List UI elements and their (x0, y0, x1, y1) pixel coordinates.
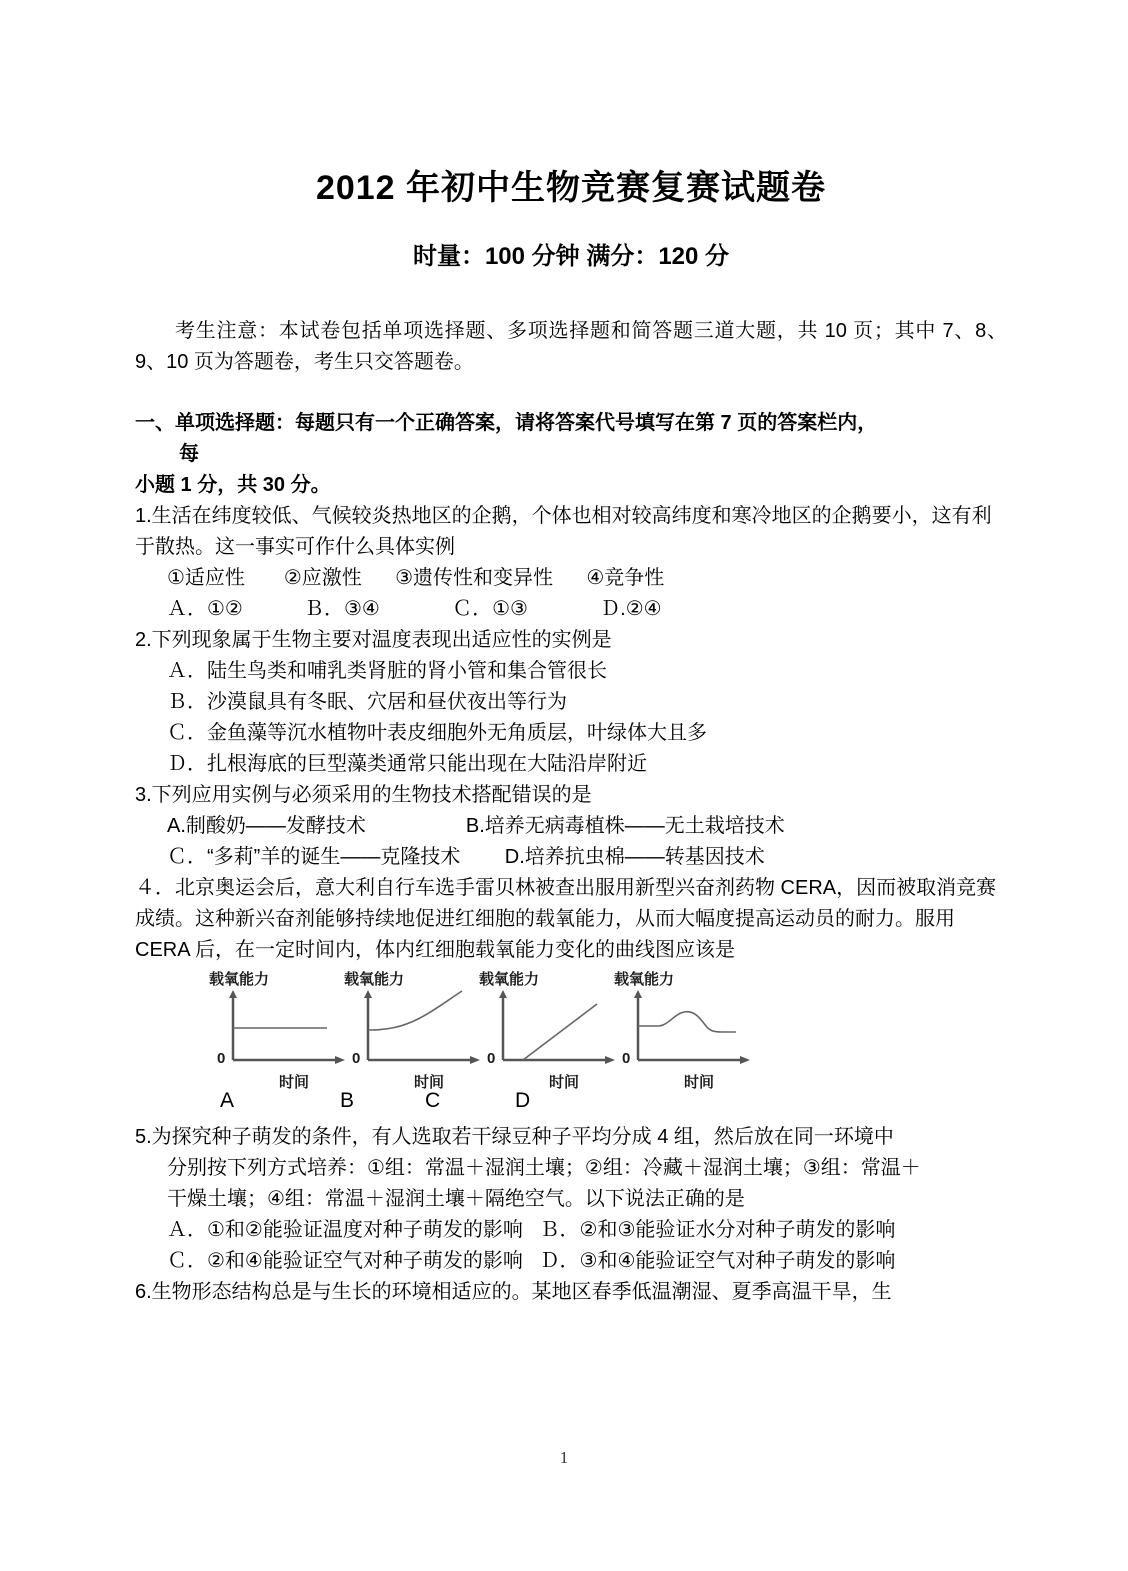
question-1-choices: Ａ．①② Ｂ．③④ Ｃ．①③ Ｄ.②④ (167, 597, 662, 620)
graph-option-c (475, 972, 625, 1090)
question-1-stem: 1.生活在纬度较低、气候较炎热地区的企鹅，个体也相对较高纬度和寒冷地区的企鹅要小，这有利于散热。这一事实可作什么具体实例 (135, 504, 992, 558)
graph-c-xlabel: 时间 (549, 1073, 580, 1091)
graph-a-xlabel: 时间 (279, 1073, 310, 1091)
graph-label-a: A (220, 1088, 235, 1112)
question-4-graph-group (135, 972, 1007, 1090)
graph-d-plot (632, 990, 752, 1068)
section-heading-line2: 每 (179, 442, 199, 465)
graph-b-xlabel: 时间 (414, 1073, 445, 1091)
section-heading (135, 378, 1007, 470)
graph-b-plot (362, 990, 482, 1068)
graph-d-ylabel: 载氧能力 (614, 970, 675, 988)
graph-a-plot (227, 990, 347, 1068)
question-3-stem: 3.下列应用实例与必须采用的生物技术搭配错误的是 (135, 783, 592, 806)
question-5-stem-line3: 干燥土壤；④组：常温＋湿润土壤＋隔绝空气。以下说法正确的是 (167, 1187, 745, 1210)
question-1-items: ①适应性 ②应激性 ③遗传性和变异性 ④竞争性 (167, 566, 665, 589)
question-2-stem: 2.下列现象属于生物主要对温度表现出适应性的实例是 (135, 628, 612, 651)
page-number: 1 (559, 1448, 569, 1467)
section-heading-line1: 一、单项选择题：每题只有一个正确答案，请将答案代号填写在第 7 页的答案栏内， (135, 411, 878, 434)
graph-c-plot (497, 990, 617, 1068)
question-2-choice-c: Ｃ．金鱼藻等沉水植物叶表皮细胞外无角质层，叶绿体大且多 (167, 721, 707, 744)
question-2-choice-d: Ｄ．扎根海底的巨型藻类通常只能出现在大陆沿岸附近 (167, 752, 647, 775)
question-2-choice-a: Ａ．陆生鸟类和哺乳类肾脏的肾小管和集合管很长 (167, 659, 607, 682)
graph-c-origin-label: 0 (487, 1049, 496, 1067)
graph-a-origin-label: 0 (217, 1049, 226, 1067)
graph-label-d: D (515, 1088, 531, 1112)
page-title: 2012 年初中生物竞赛复赛试题卷 (315, 169, 827, 207)
graph-d-origin-label: 0 (622, 1049, 631, 1067)
graph-label-c: C (425, 1088, 441, 1112)
question-2-choice-b: Ｂ．沙漠鼠具有冬眠、穴居和昼伏夜出等行为 (167, 690, 567, 713)
page-content (135, 0, 1007, 1308)
graph-option-d (610, 972, 760, 1090)
graph-label-b: B (340, 1088, 355, 1112)
exam-subtitle: 时量：100 分钟 满分：120 分 (412, 242, 730, 270)
question-5-choices-row2: Ｃ．②和④能验证空气对种子萌发的影响 Ｄ．③和④能验证空气对种子萌发的影响 (167, 1249, 896, 1272)
graph-b-ylabel: 载氧能力 (344, 970, 405, 988)
graph-option-b (340, 972, 490, 1090)
question-4-option-labels (135, 1090, 1007, 1122)
question-4-stem: ４．北京奥运会后，意大利自行车选手雷贝林被查出服用新型兴奋剂药物 CERA，因而被取消竞赛成绩。这种新兴奋剂能够持续地促进红细胞的载氧能力，从而大幅度提高运动员的耐力。服用 CERA 后，在一定时间内，体内红细胞载氧能力变化的曲线图应该是 (135, 876, 997, 961)
section-heading-line3: 小题 1 分，共 30 分。 (135, 473, 331, 496)
question-5-stem-line2: 分别按下列方式培养：①组：常温＋湿润土壤；②组：冷藏＋湿润土壤；③组：常温＋ (167, 1156, 921, 1179)
graph-a-ylabel: 载氧能力 (209, 970, 270, 988)
question-5-choices-row1: Ａ．①和②能验证温度对种子萌发的影响 Ｂ．②和③能验证水分对种子萌发的影响 (167, 1218, 896, 1241)
candidate-notice: 考生注意：本试卷包括单项选择题、多项选择题和简答题三道大题，共 10 页；其中 7、8、9、10 页为答题卷，考生只交答题卷。 (135, 319, 1007, 373)
graph-b-origin-label: 0 (352, 1049, 361, 1067)
question-5-stem-line1: 5.为探究种子萌发的条件，有人选取若干绿豆种子平均分成 4 组，然后放在同一环境中 (135, 1125, 894, 1148)
graph-option-a (205, 972, 355, 1090)
question-3-choices-row1: A.制酸奶——发酵技术 B.培养无病毒植株——无土栽培技术 (167, 814, 785, 837)
question-3-choices-row2: Ｃ．“多莉”羊的诞生——克隆技术 D.培养抗虫棉——转基因技术 (167, 845, 765, 868)
question-6-stem: 6.生物形态结构总是与生长的环境相适应的。某地区春季低温潮湿、夏季高温干旱，生 (135, 1280, 892, 1303)
graph-d-xlabel: 时间 (684, 1073, 715, 1091)
graph-c-ylabel: 载氧能力 (479, 970, 540, 988)
